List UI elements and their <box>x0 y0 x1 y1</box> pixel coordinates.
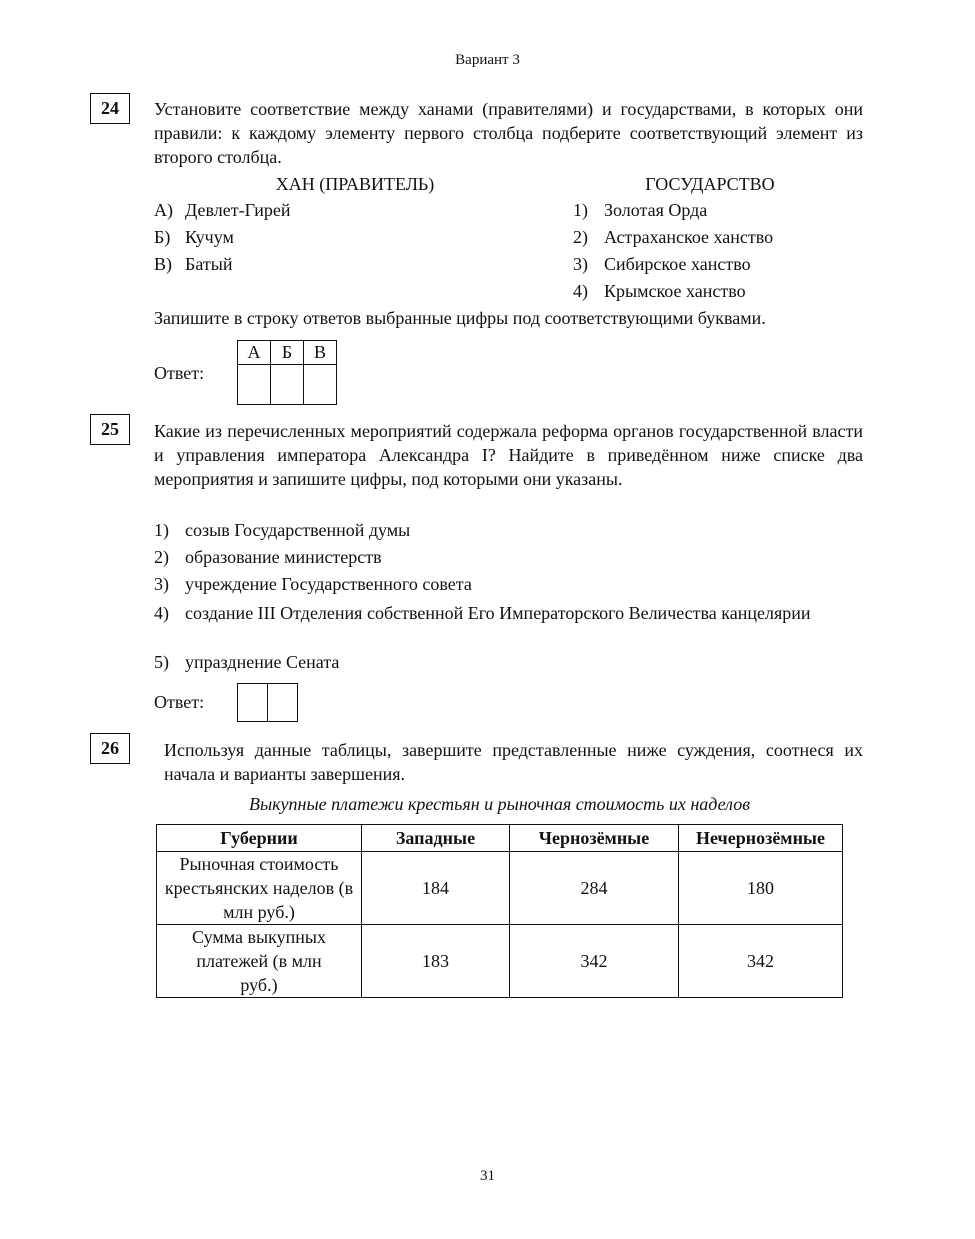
column-title-state: ГОСУДАРСТВО <box>645 174 775 194</box>
answer-cell-b[interactable] <box>271 365 304 405</box>
question-number-24: 24 <box>90 93 130 124</box>
row-label: Рыночная стоимость крестьянских наделов (в млн руб.) <box>157 852 362 925</box>
answer-header-v: В <box>304 341 337 365</box>
answer-cell-1[interactable] <box>238 684 268 722</box>
answer-cell-2[interactable] <box>268 684 298 722</box>
question-number-25: 25 <box>90 414 130 445</box>
option-item: 5) упразднение Сената <box>154 652 340 672</box>
khan-item: В) Батый <box>154 254 233 274</box>
page-header: Вариант 3 <box>455 52 520 68</box>
row-label: Сумма выкупных платежей (в млн руб.) <box>157 925 362 998</box>
answer-cell-a[interactable] <box>238 365 271 405</box>
question-24-text: Установите соответствие между ханами (правителями) и государствами, в которых они правили: к каждому элементу первого столбца подберите соответствующий элемент из второго столбца. <box>154 99 863 167</box>
table-header: Западные <box>362 825 510 852</box>
table-header: Губернии <box>157 825 362 852</box>
table-cell: 184 <box>362 852 510 925</box>
table-header: Чернозёмные <box>510 825 679 852</box>
state-list <box>573 200 773 308</box>
table-header-row <box>157 825 843 852</box>
state-item: 4) Крымское ханство <box>573 281 746 301</box>
answer-label-25: Ответ: <box>154 692 205 712</box>
question-26-text: Используя данные таблицы, завершите представленные ниже суждения, соотнеся их начала и варианты завершения. <box>164 740 863 784</box>
table-row <box>157 852 843 925</box>
table-cell: 180 <box>679 852 843 925</box>
table-cell: 284 <box>510 852 679 925</box>
question-25-text: Какие из перечисленных мероприятий содержала реформа органов государственной власти и управления императора Александра I? Найдите в приведённом ниже списке два мероприятия и запишите цифры, под которыми они указаны. <box>154 421 863 489</box>
khan-list <box>154 200 291 281</box>
answer-header-b: Б <box>271 341 304 365</box>
option-item: 2) образование министерств <box>154 547 382 567</box>
page-number: 31 <box>480 1168 495 1184</box>
answer-grid-24 <box>237 340 337 405</box>
table-row <box>157 925 843 998</box>
reform-options-list <box>154 520 854 679</box>
answer-cell-v[interactable] <box>304 365 337 405</box>
state-item: 1) Золотая Орда <box>573 200 708 220</box>
option-item: 1) созыв Государственной думы <box>154 520 411 540</box>
question-number-26: 26 <box>90 733 130 764</box>
option-item: 3) учреждение Государственного совета <box>154 574 472 594</box>
khan-item: А) Девлет-Гирей <box>154 200 291 220</box>
table-header: Нечернозёмные <box>679 825 843 852</box>
table-caption: Выкупные платежи крестьян и рыночная стоимость их наделов <box>248 794 751 814</box>
state-item: 3) Сибирское ханство <box>573 254 751 274</box>
option-item: 4) создание III Отделения собственной Его Императорского Величества канцелярии <box>154 603 811 623</box>
payments-table <box>156 824 843 998</box>
question-24-instruction: Запишите в строку ответов выбранные цифры под соответствующими буквами. <box>154 308 766 328</box>
answer-grid-25 <box>237 683 298 722</box>
khan-item: Б) Кучум <box>154 227 234 247</box>
column-title-khan: ХАН (ПРАВИТЕЛЬ) <box>275 174 435 194</box>
table-cell: 342 <box>679 925 843 998</box>
table-cell: 342 <box>510 925 679 998</box>
state-item: 2) Астраханское ханство <box>573 227 774 247</box>
answer-label-24: Ответ: <box>154 363 205 383</box>
table-cell: 183 <box>362 925 510 998</box>
answer-header-a: А <box>238 341 271 365</box>
